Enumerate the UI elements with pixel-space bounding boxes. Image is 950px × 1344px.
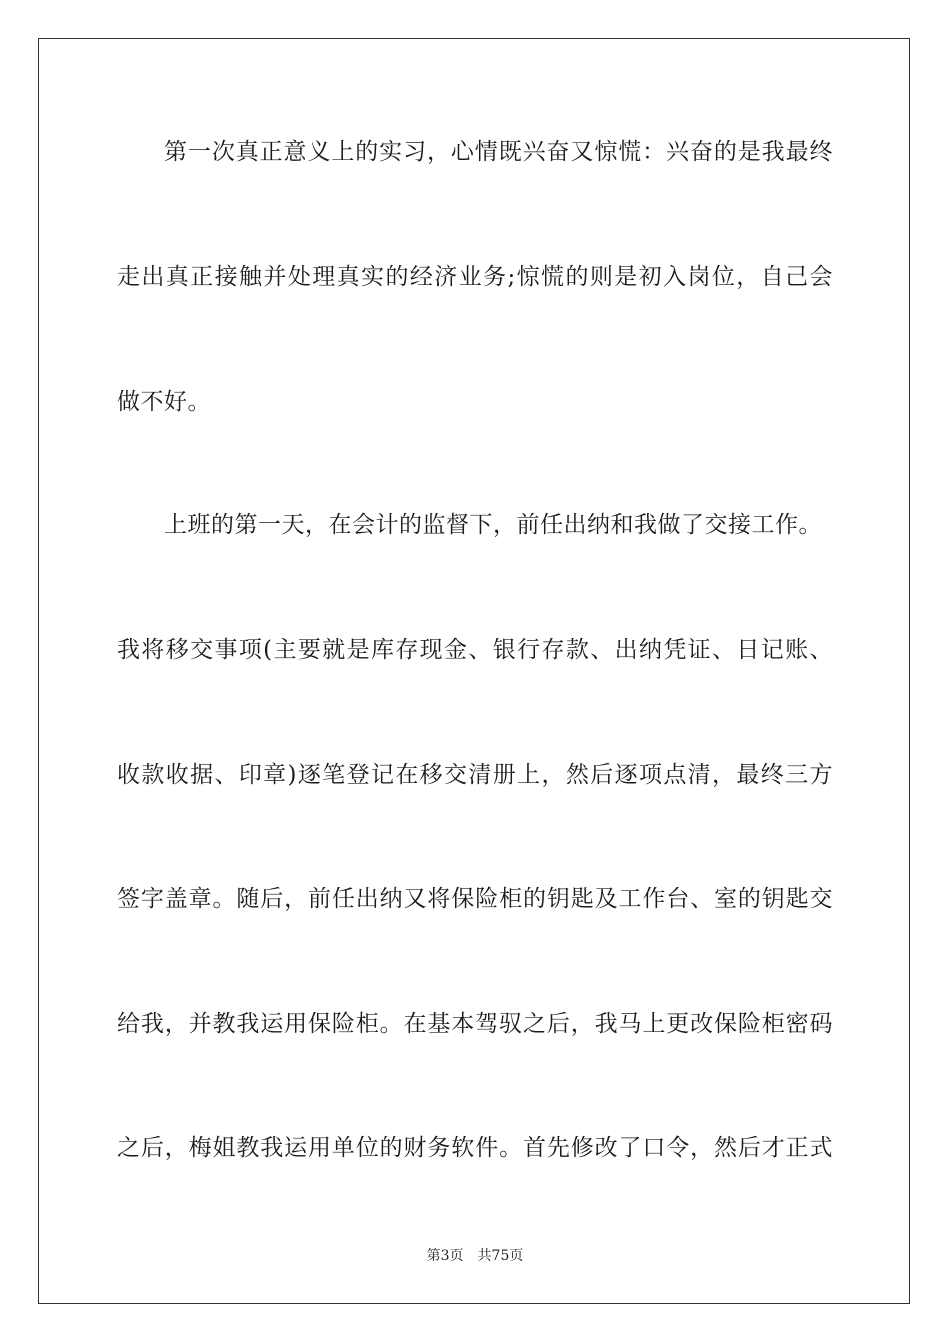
page-total: 共75页 [477, 1248, 524, 1264]
paragraph-2-line-1: 上班的第一天，在会计的监督下，前任出纳和我做了交接工作。 [164, 512, 822, 538]
paragraph-2-line-6: 之后，梅姐教我运用单位的财务软件。首先修改了口令，然后才正式 [117, 1135, 833, 1161]
page-border [38, 38, 910, 1304]
paragraph-1-line-1: 第一次真正意义上的实习，心情既兴奋又惊慌：兴奋的是我最终 [164, 139, 833, 165]
paragraph-1-line-3: 做不好。 [117, 389, 211, 415]
paragraph-2-line-5: 给我，并教我运用保险柜。在基本驾驭之后，我马上更改保险柜密码 [117, 1011, 833, 1037]
paragraph-2-line-2: 我将移交事项(主要就是库存现金、银行存款、出纳凭证、日记账、 [117, 637, 833, 663]
page-footer [0, 1247, 950, 1265]
paragraph-2-line-3: 收款收据、印章)逐笔登记在移交清册上，然后逐项点清，最终三方 [117, 762, 833, 788]
paragraph-1-line-2: 走出真正接触并处理真实的经济业务;惊慌的则是初入岗位，自己会 [117, 264, 833, 290]
page-number: 第3页 [426, 1248, 464, 1264]
paragraph-2-line-4: 签字盖章。随后，前任出纳又将保险柜的钥匙及工作台、室的钥匙交 [117, 886, 833, 912]
